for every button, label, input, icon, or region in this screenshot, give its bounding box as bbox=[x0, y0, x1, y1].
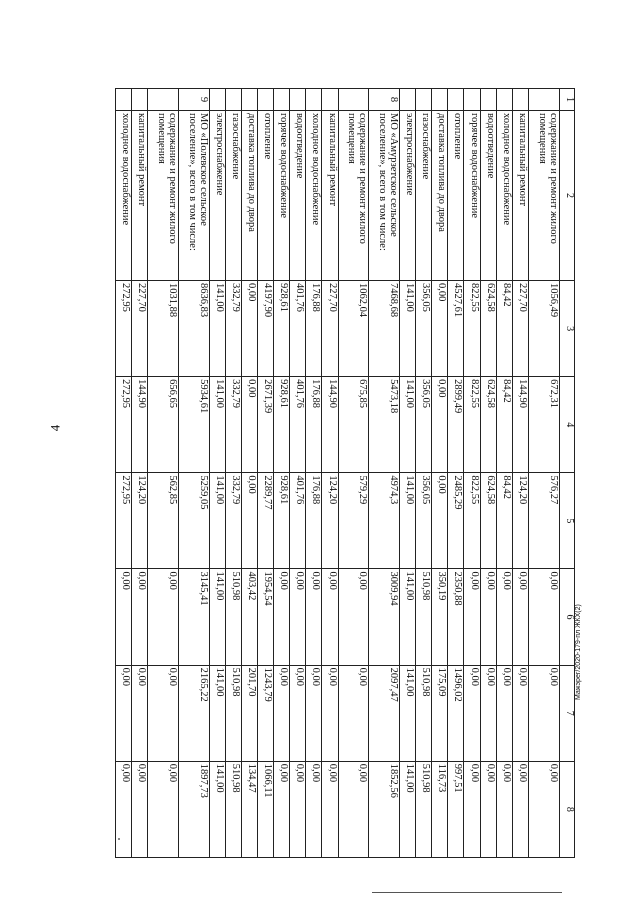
value-cell: 0,00 bbox=[322, 569, 338, 665]
table-row bbox=[209, 89, 225, 858]
row-number bbox=[116, 89, 132, 111]
value-cell: 0,00 bbox=[496, 569, 512, 665]
row-label: капитальный ремонт bbox=[132, 111, 148, 281]
table-row bbox=[322, 89, 338, 858]
header-cell: 8 bbox=[559, 761, 574, 857]
value-cell: 0,00 bbox=[116, 665, 132, 761]
value-cell: 272,95 bbox=[116, 377, 132, 473]
tariff-table bbox=[115, 88, 575, 858]
value-cell: 227,70 bbox=[132, 281, 148, 377]
row-number bbox=[209, 89, 225, 111]
value-cell: 0,00 bbox=[290, 665, 306, 761]
value-cell: 4527,61 bbox=[448, 281, 464, 377]
value-cell: 176,88 bbox=[306, 377, 322, 473]
row-number bbox=[416, 89, 432, 111]
row-label: содержание и ремонт жилого помещения bbox=[528, 111, 559, 281]
value-cell: 0,00 bbox=[496, 665, 512, 761]
row-label: электроснабжение bbox=[400, 111, 416, 281]
value-cell: 141,00 bbox=[400, 569, 416, 665]
table-row bbox=[480, 89, 496, 858]
value-cell: 0,00 bbox=[274, 569, 290, 665]
row-label: газоснабжение bbox=[416, 111, 432, 281]
value-cell: 0,00 bbox=[306, 665, 322, 761]
table-row bbox=[274, 89, 290, 858]
value-cell: 1897,73 bbox=[179, 761, 210, 857]
row-number bbox=[274, 89, 290, 111]
row-number bbox=[480, 89, 496, 111]
row-number bbox=[306, 89, 322, 111]
row-label: холодное водоснабжение bbox=[496, 111, 512, 281]
value-cell: 2899,49 bbox=[448, 377, 464, 473]
value-cell: 141,00 bbox=[400, 761, 416, 857]
value-cell: 624,58 bbox=[480, 281, 496, 377]
value-cell: 510,98 bbox=[416, 569, 432, 665]
value-cell: 928,61 bbox=[274, 377, 290, 473]
value-cell: 5934,61 bbox=[179, 377, 210, 473]
value-cell: 141,00 bbox=[209, 377, 225, 473]
value-cell: 0,00 bbox=[338, 665, 369, 761]
header-cell: 1 bbox=[559, 89, 574, 111]
value-cell: 0,00 bbox=[242, 377, 258, 473]
value-cell: 672,31 bbox=[528, 377, 559, 473]
table-row bbox=[306, 89, 322, 858]
value-cell: 2165,22 bbox=[179, 665, 210, 761]
table-row bbox=[416, 89, 432, 858]
row-number bbox=[496, 89, 512, 111]
value-cell: 141,00 bbox=[400, 281, 416, 377]
row-label: горячее водоснабжение bbox=[274, 111, 290, 281]
value-cell: 928,61 bbox=[274, 281, 290, 377]
value-cell: 1056,49 bbox=[528, 281, 559, 377]
value-cell: 0,00 bbox=[148, 569, 179, 665]
value-cell: 124,20 bbox=[512, 473, 528, 569]
row-label: горячее водоснабжение bbox=[464, 111, 480, 281]
row-label: содержание и ремонт жилого помещения bbox=[338, 111, 369, 281]
header-cell: 4 bbox=[559, 377, 574, 473]
value-cell: 0,00 bbox=[338, 569, 369, 665]
value-cell: 997,51 bbox=[448, 761, 464, 857]
value-cell: 0,00 bbox=[242, 473, 258, 569]
value-cell: 0,00 bbox=[116, 761, 132, 857]
value-cell: 2671,39 bbox=[258, 377, 274, 473]
value-cell: 0,00 bbox=[432, 473, 448, 569]
table-row bbox=[148, 89, 179, 858]
row-label: газоснабжение bbox=[226, 111, 242, 281]
page-number: 4 bbox=[47, 424, 63, 432]
row-number bbox=[400, 89, 416, 111]
row-number: 8 bbox=[369, 89, 400, 111]
row-label: водоотведение bbox=[480, 111, 496, 281]
header-cell: 7 bbox=[559, 665, 574, 761]
value-cell: 124,20 bbox=[322, 473, 338, 569]
value-cell: 401,76 bbox=[290, 281, 306, 377]
table-row bbox=[226, 89, 242, 858]
value-cell: 1243,79 bbox=[258, 665, 274, 761]
row-label: МО «Полевское сельское поселение», всего в том числе: bbox=[179, 111, 210, 281]
value-cell: 624,58 bbox=[480, 377, 496, 473]
value-cell: 510,98 bbox=[226, 569, 242, 665]
value-cell: 356,05 bbox=[416, 281, 432, 377]
table-row bbox=[432, 89, 448, 858]
value-cell: 0,00 bbox=[512, 761, 528, 857]
value-cell: 84,42 bbox=[496, 377, 512, 473]
table-row bbox=[290, 89, 306, 858]
row-number bbox=[242, 89, 258, 111]
row-label: доставка топлива до двора bbox=[242, 111, 258, 281]
value-cell: 1066,11 bbox=[258, 761, 274, 857]
value-cell: 510,98 bbox=[416, 665, 432, 761]
value-cell: 0,00 bbox=[464, 761, 480, 857]
value-cell: 2289,77 bbox=[258, 473, 274, 569]
row-label: содержание и ремонт жилого помещения bbox=[148, 111, 179, 281]
row-label: отопление bbox=[448, 111, 464, 281]
value-cell: 0,00 bbox=[242, 281, 258, 377]
row-number bbox=[290, 89, 306, 111]
row-label: капитальный ремонт bbox=[322, 111, 338, 281]
header-cell: 5 bbox=[559, 473, 574, 569]
value-cell: 4197,90 bbox=[258, 281, 274, 377]
value-cell: 401,76 bbox=[290, 473, 306, 569]
value-cell: 141,00 bbox=[400, 473, 416, 569]
table-row bbox=[338, 89, 369, 858]
value-cell: 0,00 bbox=[512, 569, 528, 665]
value-cell: 0,00 bbox=[528, 761, 559, 857]
value-cell: 0,00 bbox=[306, 569, 322, 665]
value-cell: 0,00 bbox=[148, 761, 179, 857]
value-cell: 510,98 bbox=[226, 665, 242, 761]
value-cell: 0,00 bbox=[132, 569, 148, 665]
value-cell: 141,00 bbox=[209, 665, 225, 761]
table-row bbox=[496, 89, 512, 858]
value-cell: 401,76 bbox=[290, 377, 306, 473]
header-row bbox=[559, 89, 574, 858]
value-cell: 7468,68 bbox=[369, 281, 400, 377]
row-number bbox=[432, 89, 448, 111]
value-cell: 332,79 bbox=[226, 377, 242, 473]
row-number bbox=[322, 89, 338, 111]
value-cell: 0,00 bbox=[322, 761, 338, 857]
value-cell: 0,00 bbox=[274, 665, 290, 761]
value-cell: 176,88 bbox=[306, 473, 322, 569]
value-cell: 124,20 bbox=[132, 473, 148, 569]
value-cell: 0,00 bbox=[512, 665, 528, 761]
value-cell: 510,98 bbox=[416, 761, 432, 857]
value-cell: 116,73 bbox=[432, 761, 448, 857]
header-cell: 3 bbox=[559, 281, 574, 377]
table-row bbox=[448, 89, 464, 858]
value-cell: 0,00 bbox=[274, 761, 290, 857]
value-cell: 144,90 bbox=[322, 377, 338, 473]
value-cell: 356,05 bbox=[416, 377, 432, 473]
value-cell: 141,00 bbox=[400, 665, 416, 761]
row-label: капитальный ремонт bbox=[512, 111, 528, 281]
value-cell: 0,00 bbox=[322, 665, 338, 761]
value-cell: 84,42 bbox=[496, 281, 512, 377]
value-cell: 332,79 bbox=[226, 473, 242, 569]
table-row bbox=[528, 89, 559, 858]
value-cell: 0,00 bbox=[480, 761, 496, 857]
value-cell: 0,00 bbox=[148, 665, 179, 761]
value-cell: 144,90 bbox=[512, 377, 528, 473]
value-cell: 0,00 bbox=[116, 569, 132, 665]
value-cell: 0,00 bbox=[496, 761, 512, 857]
value-cell: 3145,41 bbox=[179, 569, 210, 665]
row-number: 9 bbox=[179, 89, 210, 111]
value-cell: 928,61 bbox=[274, 473, 290, 569]
value-cell: 822,55 bbox=[464, 473, 480, 569]
row-number bbox=[226, 89, 242, 111]
row-number bbox=[512, 89, 528, 111]
header-cell: 6 bbox=[559, 569, 574, 665]
value-cell: 1496,02 bbox=[448, 665, 464, 761]
document-code: Мажэрег/2020-179-пл ЖКХ(2) bbox=[575, 604, 582, 700]
value-cell: 0,00 bbox=[464, 665, 480, 761]
value-cell: 141,00 bbox=[209, 473, 225, 569]
table-row bbox=[179, 89, 210, 858]
table-row bbox=[464, 89, 480, 858]
value-cell: 332,79 bbox=[226, 281, 242, 377]
table-row bbox=[258, 89, 274, 858]
value-cell: 656,65 bbox=[148, 377, 179, 473]
value-cell: 2097,47 bbox=[369, 665, 400, 761]
value-cell: 1954,54 bbox=[258, 569, 274, 665]
value-cell: 5473,18 bbox=[369, 377, 400, 473]
value-cell: 176,88 bbox=[306, 281, 322, 377]
value-cell: 141,00 bbox=[400, 377, 416, 473]
value-cell: 675,85 bbox=[338, 377, 369, 473]
value-cell: 562,85 bbox=[148, 473, 179, 569]
value-cell: 1031,88 bbox=[148, 281, 179, 377]
value-cell: 0,00 bbox=[528, 569, 559, 665]
value-cell: 0,00 bbox=[432, 377, 448, 473]
value-cell: 0,00 bbox=[480, 569, 496, 665]
value-cell: 822,55 bbox=[464, 281, 480, 377]
header-cell: 2 bbox=[559, 111, 574, 281]
row-label: МО «Амурзетское сельское поселение», всего в том числе: bbox=[369, 111, 400, 281]
bottom-rule bbox=[372, 892, 562, 893]
value-cell: 2485,29 bbox=[448, 473, 464, 569]
value-cell: 4974,3 bbox=[369, 473, 400, 569]
row-label: доставка топлива до двора bbox=[432, 111, 448, 281]
table-row bbox=[369, 89, 400, 858]
value-cell: 272,95 bbox=[116, 281, 132, 377]
row-label: холодное водоснабжение bbox=[116, 111, 132, 281]
value-cell: 579,29 bbox=[338, 473, 369, 569]
value-cell: 576,27 bbox=[528, 473, 559, 569]
value-cell: 175,09 bbox=[432, 665, 448, 761]
value-cell: 0,00 bbox=[132, 761, 148, 857]
value-cell: 0,00 bbox=[132, 665, 148, 761]
value-cell: 510,98 bbox=[226, 761, 242, 857]
value-cell: 822,55 bbox=[464, 377, 480, 473]
value-cell: 0,00 bbox=[290, 569, 306, 665]
value-cell: 141,00 bbox=[209, 761, 225, 857]
value-cell: 272,95 bbox=[116, 473, 132, 569]
row-label: отопление bbox=[258, 111, 274, 281]
value-cell: 350,19 bbox=[432, 569, 448, 665]
value-cell: 2350,88 bbox=[448, 569, 464, 665]
value-cell: 0,00 bbox=[306, 761, 322, 857]
row-number bbox=[258, 89, 274, 111]
value-cell: 227,70 bbox=[512, 281, 528, 377]
row-label: электроснабжение bbox=[209, 111, 225, 281]
value-cell: 227,70 bbox=[322, 281, 338, 377]
value-cell: 0,00 bbox=[480, 665, 496, 761]
value-cell: 1062,04 bbox=[338, 281, 369, 377]
row-number bbox=[148, 89, 179, 111]
row-number bbox=[132, 89, 148, 111]
value-cell: 403,42 bbox=[242, 569, 258, 665]
row-number bbox=[338, 89, 369, 111]
row-label: водоотведение bbox=[290, 111, 306, 281]
value-cell: 3009,94 bbox=[369, 569, 400, 665]
value-cell: 8636,83 bbox=[179, 281, 210, 377]
table-row bbox=[242, 89, 258, 858]
value-cell: 0,00 bbox=[528, 665, 559, 761]
table-row bbox=[512, 89, 528, 858]
value-cell: 134,47 bbox=[242, 761, 258, 857]
value-cell: 0,00 bbox=[464, 569, 480, 665]
value-cell: 1852,56 bbox=[369, 761, 400, 857]
row-number bbox=[448, 89, 464, 111]
value-cell: 141,00 bbox=[209, 569, 225, 665]
value-cell: 0,00 bbox=[290, 761, 306, 857]
value-cell: 0,00 bbox=[432, 281, 448, 377]
value-cell: 84,42 bbox=[496, 473, 512, 569]
value-cell: 356,05 bbox=[416, 473, 432, 569]
row-label: холодное водоснабжение bbox=[306, 111, 322, 281]
value-cell: 144,90 bbox=[132, 377, 148, 473]
row-number bbox=[528, 89, 559, 111]
value-cell: 624,58 bbox=[480, 473, 496, 569]
table-row bbox=[400, 89, 416, 858]
value-cell: 141,00 bbox=[209, 281, 225, 377]
value-cell: 201,70 bbox=[242, 665, 258, 761]
table-row bbox=[132, 89, 148, 858]
value-cell: 0,00 bbox=[338, 761, 369, 857]
row-number bbox=[464, 89, 480, 111]
value-cell: 5259,05 bbox=[179, 473, 210, 569]
table-row bbox=[116, 89, 132, 858]
